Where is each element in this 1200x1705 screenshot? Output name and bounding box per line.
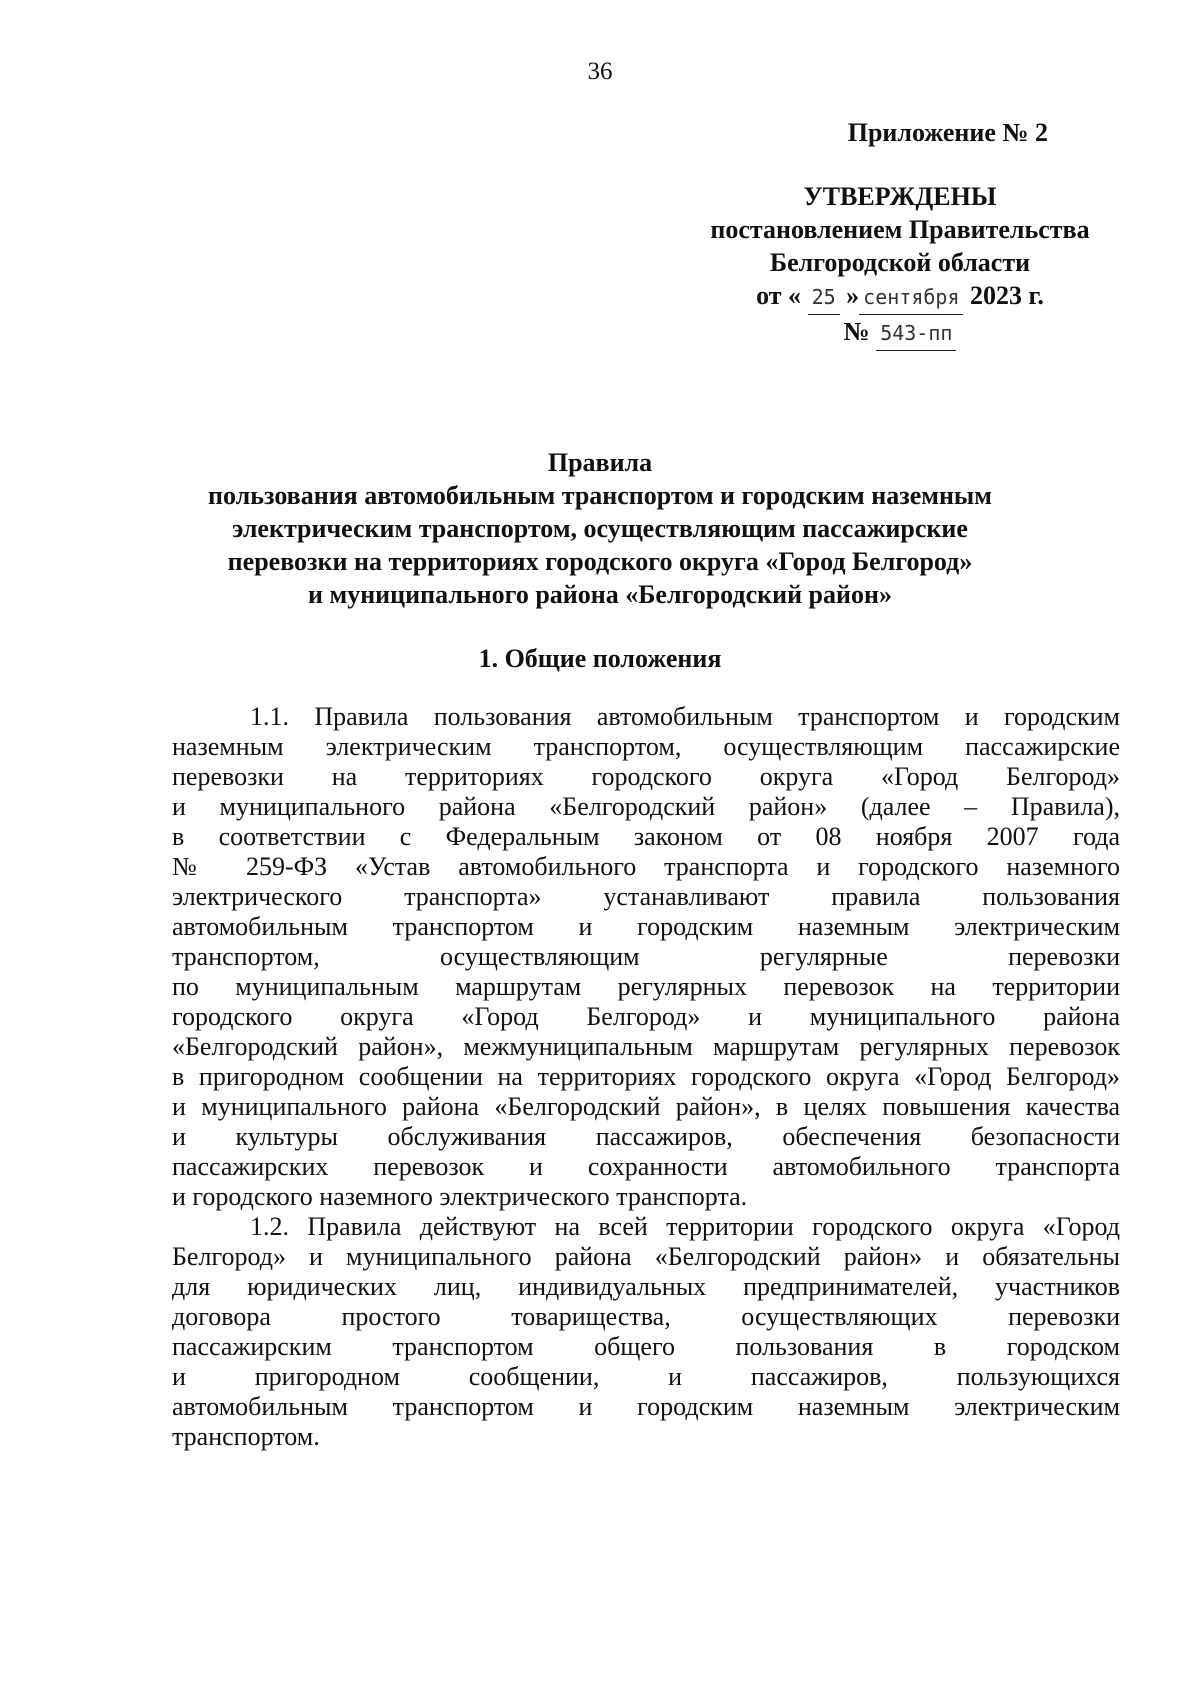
paragraph-line: транспортом.: [172, 1422, 320, 1451]
paragraph-line: 1.2. Правила действуют на всей территории городского округа «Город: [250, 1212, 1120, 1241]
date-year: 2023 г.: [969, 281, 1044, 310]
title-line-1: Правила: [547, 448, 653, 477]
paragraph-line: 1.1. Правила пользования автомобильным транспортом и городским: [250, 702, 1120, 731]
paragraph-line: и городского наземного электрического транспорта.: [172, 1182, 748, 1211]
paragraph-line: в пригородном сообщении на территориях городского округа «Город Белгород»: [172, 1062, 1120, 1091]
title-line-4: перевозки на территориях городского округа «Город Белгород»: [227, 547, 973, 576]
paragraph-line: договора простого товарищества, осуществляющих перевозки: [172, 1302, 1120, 1331]
title-line-3: электрическим транспортом, осуществляющим пассажирские: [232, 514, 968, 543]
paragraph-line: по муниципальным маршрутам регулярных перевозок на территории: [172, 972, 1120, 1001]
date-day: 25: [808, 281, 840, 315]
paragraph-line: и культуры обслуживания пассажиров, обеспечения безопасности: [172, 1122, 1120, 1151]
paragraph-line: № 259-ФЗ «Устав автомобильного транспорта и городского наземного: [172, 852, 1120, 881]
paragraph-line: «Белгородский район», межмуниципальным маршрутам регулярных перевозок: [172, 1032, 1120, 1061]
date-month: сентября: [859, 281, 963, 315]
paragraph-line: перевозки на территориях городского округа «Город Белгород»: [172, 762, 1120, 791]
paragraph-line: и муниципального района «Белгородский район», в целях повышения качества: [172, 1092, 1120, 1121]
body-text: [172, 702, 1120, 1452]
page-number: 36: [587, 58, 613, 85]
paragraph-line: и пригородном сообщении, и пассажиров, пользующихся: [172, 1362, 1120, 1391]
title-line-2: пользования автомобильным транспортом и городским наземным: [208, 481, 992, 510]
paragraph-line: транспортом, осуществляющим регулярные перевозки: [172, 942, 1120, 971]
paragraph-line: автомобильным транспортом и городским наземным электрическим: [172, 1392, 1120, 1421]
number-value: 543-пп: [876, 317, 956, 351]
title-line-5: и муниципального района «Белгородский район»: [308, 580, 892, 609]
paragraph-1-2: [172, 1212, 1120, 1452]
paragraph-line: пассажирским транспортом общего пользования в городском: [172, 1332, 1120, 1361]
paragraph-line: пассажирских перевозок и сохранности автомобильного транспорта: [172, 1152, 1120, 1181]
approved-label: УТВЕРЖДЕНЫ: [803, 182, 997, 211]
approval-block: [660, 180, 1140, 351]
approved-by-line-2: Белгородской области: [769, 248, 1031, 277]
section-heading: 1. Общие положения: [478, 644, 722, 673]
paragraph-line: наземным электрическим транспортом, осуществляющим пассажирские: [172, 732, 1120, 761]
approved-by-line-1: постановлением Правительства: [710, 215, 1090, 244]
number-prefix: №: [843, 317, 870, 346]
date-prefix: от «: [756, 281, 802, 310]
appendix-label: Приложение № 2: [847, 118, 1048, 147]
paragraph-line: в соответствии с Федеральным законом от 08 ноября 2007 года: [172, 822, 1120, 851]
document-number: [660, 315, 1140, 351]
paragraph-line: для юридических лиц, индивидуальных предпринимателей, участников: [172, 1272, 1120, 1301]
paragraph-line: и муниципального района «Белгородский район» (далее – Правила),: [172, 792, 1120, 821]
approval-date: [660, 279, 1140, 315]
paragraph-line: электрического транспорта» устанавливают правила пользования: [172, 882, 1120, 911]
paragraph-1-1: [172, 702, 1120, 1212]
paragraph-line: Белгород» и муниципального района «Белгородский район» и обязательны: [172, 1242, 1120, 1271]
document-title: [150, 446, 1050, 611]
paragraph-line: автомобильным транспортом и городским наземным электрическим: [172, 912, 1120, 941]
paragraph-line: городского округа «Город Белгород» и муниципального района: [172, 1002, 1120, 1031]
date-mid: »: [846, 281, 860, 310]
